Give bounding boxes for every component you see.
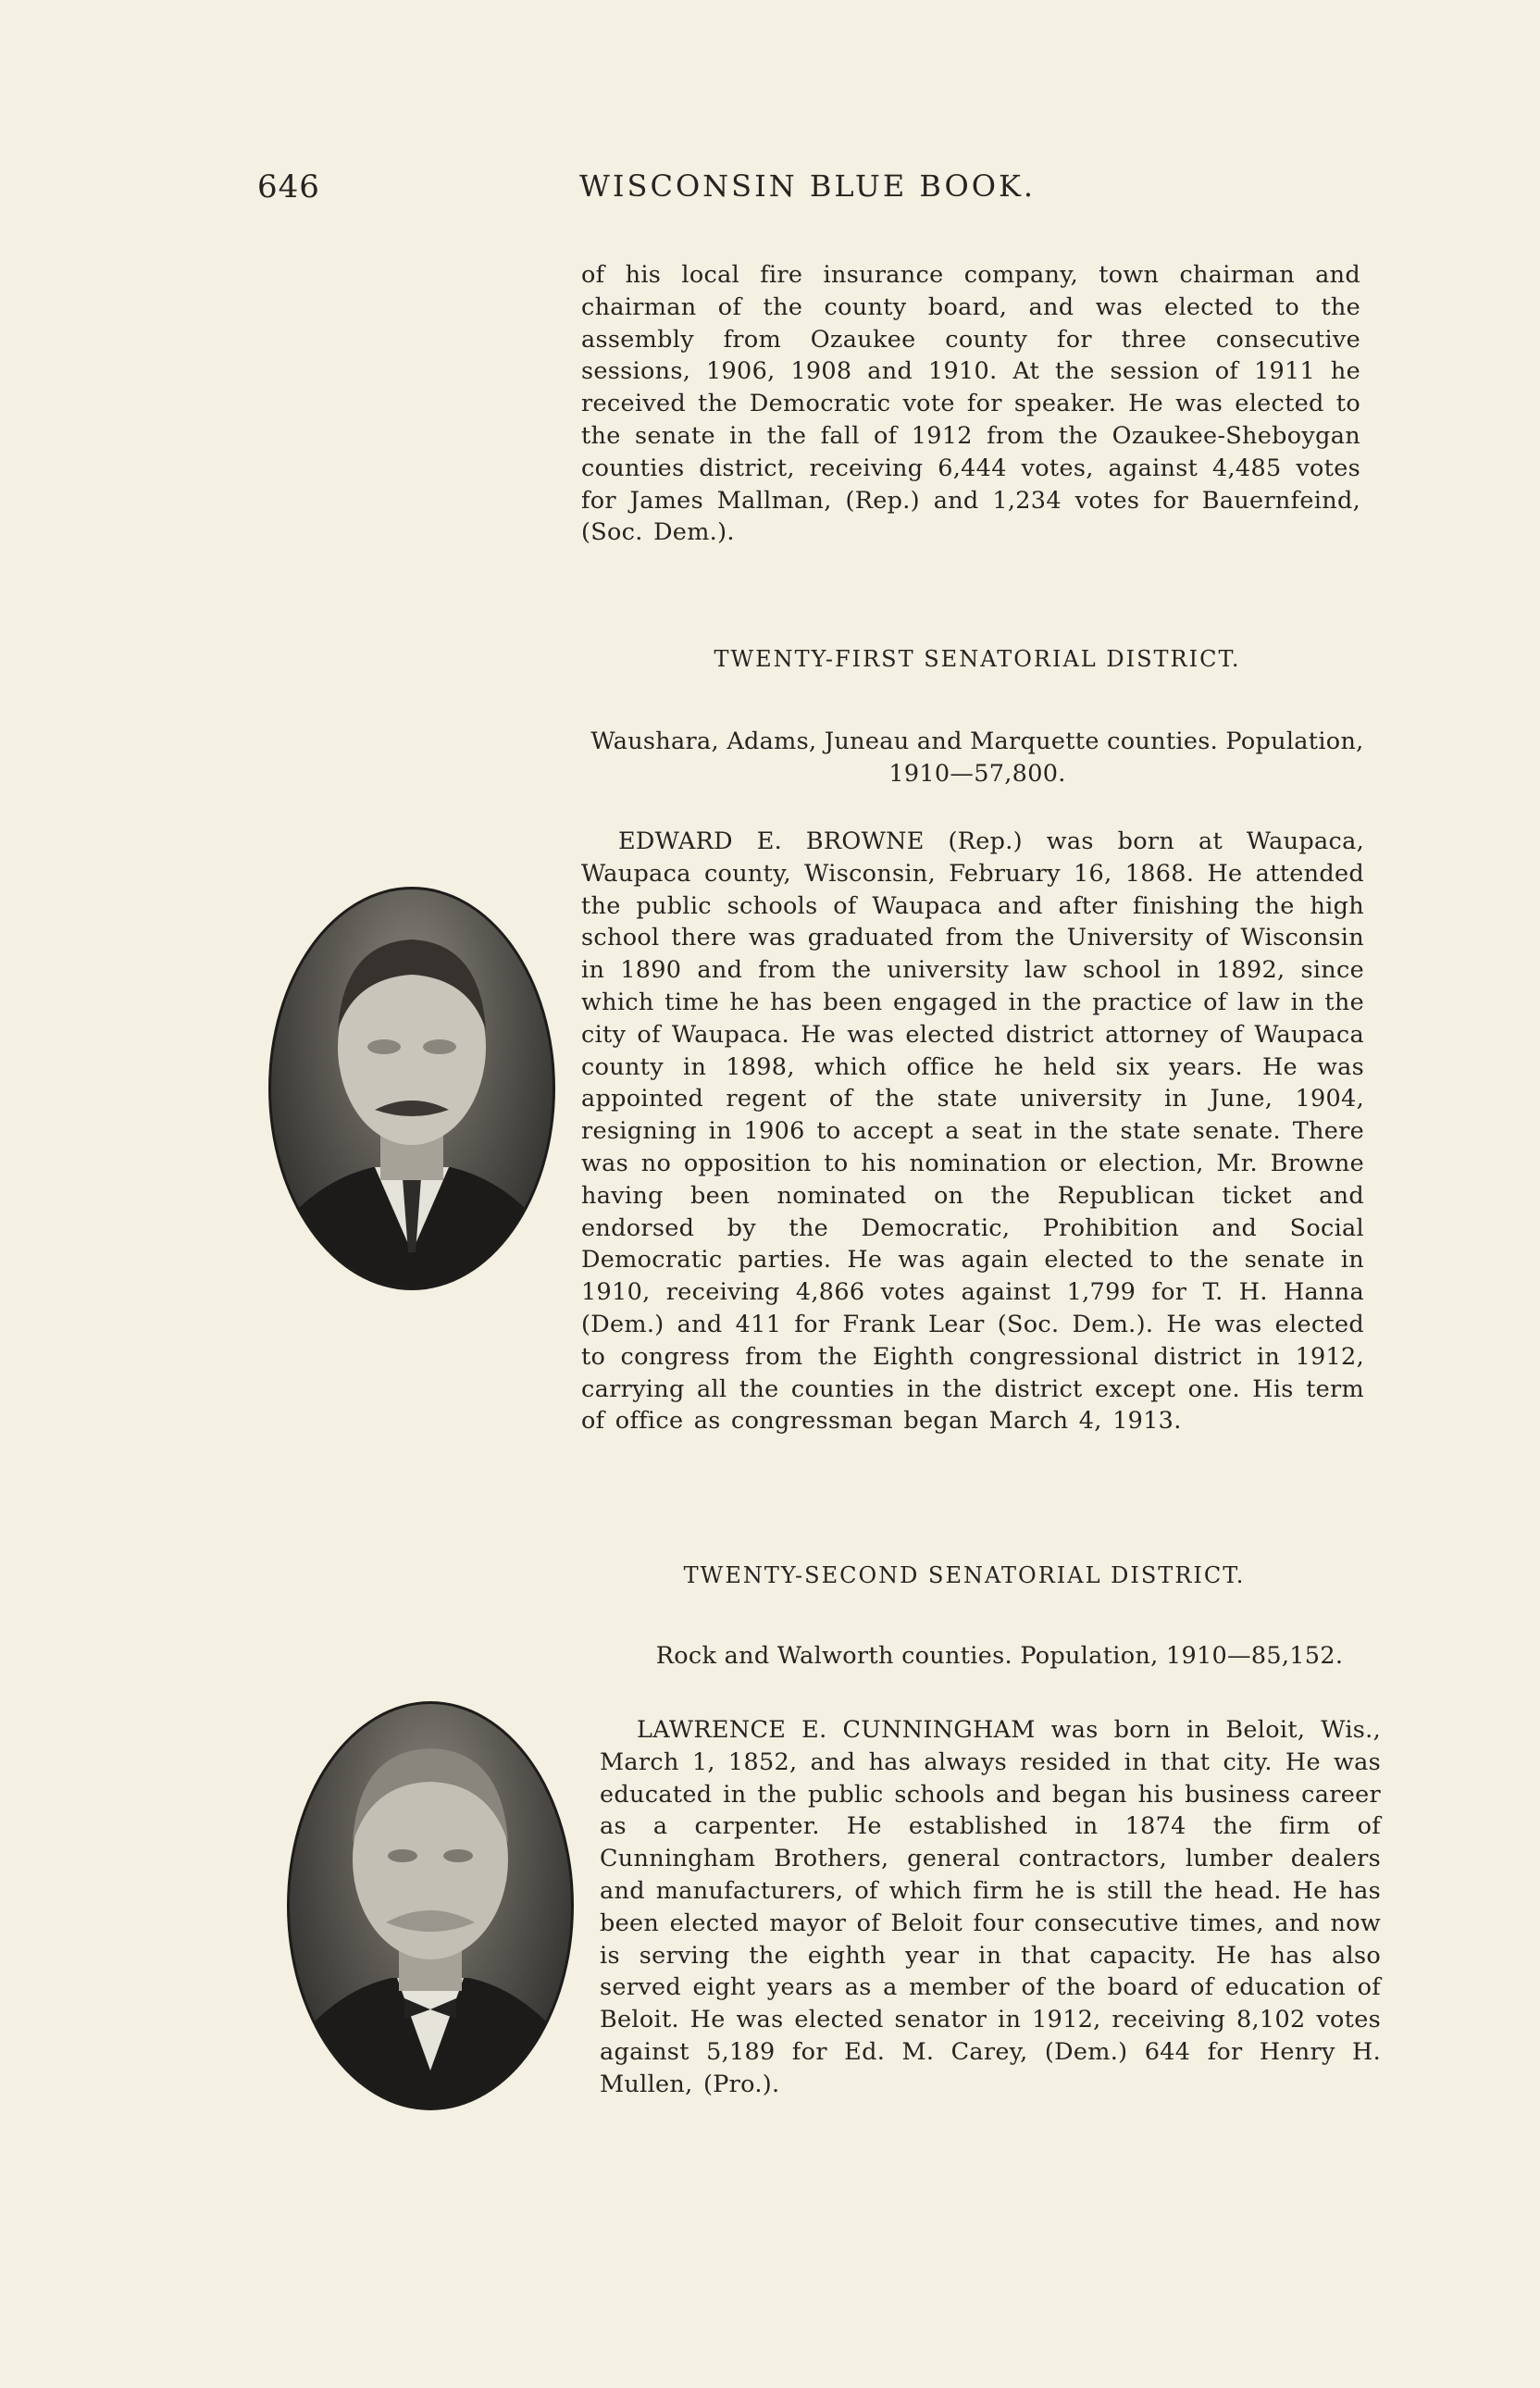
- portrait-figure-icon: [290, 1704, 571, 2108]
- portrait-edward-browne: [268, 887, 555, 1290]
- page-number: 646: [257, 168, 320, 205]
- continuation-paragraph: of his local fire insurance company, town chairman and chairman of the county board, and was elected to the assembly from Ozaukee county for three consecutive sessions, 1906, 1908 and 1910. At the session of 1911 he received the Democratic vote for speaker. He was elected to the senate in the fall of 1912 from the Ozaukee-Sheboygan counties district, receiving 6,444 votes, against 4,485 votes for James Mallman, (Rep.) and 1,234 votes for Bauernfeind, (Soc. Dem.).: [581, 261, 1360, 547]
- district-22-heading: TWENTY-SECOND SENATORIAL DISTRICT.: [683, 1562, 1246, 1588]
- portrait-lawrence-cunningham: [287, 1701, 574, 2110]
- district-21-heading: TWENTY-FIRST SENATORIAL DISTRICT.: [714, 646, 1241, 672]
- district-21-counties: Waushara, Adams, Juneau and Marquette counties. Population, 1910—57,800.: [590, 728, 1364, 788]
- bio-lawrence-cunningham: LAWRENCE E. CUNNINGHAM was born in Beloit, Wis., March 1, 1852, and has always resided in that city. He was educated in the public schools and began his business career as a carpenter. He established in 1874 the firm of Cunningham Brothers, general contractors, lumber dealers and manufacturers, of which firm he is still the head. He has been elected mayor of Beloit four consecutive times, and now is serving the eighth year in that capacity. He has also served eight years as a member of the board of education of Beloit. He was elected senator in 1912, receiving 8,102 votes against 5,189 for Ed. M. Carey, (Dem.) 644 for Henry H. Mullen, (Pro.).: [600, 1716, 1381, 2098]
- page-header: [0, 168, 1540, 215]
- bio-edward-browne: EDWARD E. BROWNE (Rep.) was born at Waupaca, Waupaca county, Wisconsin, February 16, 1868. He attended the public schools of Waupaca and after finishing the high school there was graduated from the University of Wisconsin in 1890 and from the university law school in 1892, since which time he has been engaged in the practice of law in the city of Waupaca. He was elected district attorney of Waupaca county in 1898, which office he held six years. He was appointed regent of the state university in June, 1904, resigning in 1906 to accept a seat in the state senate. There was no opposition to his nomination or election, Mr. Browne having been nominated on the Republican ticket and endorsed by the Democratic, Prohibition and Social Democratic parties. He was again elected to the senate in 1910, receiving 4,866 votes against 1,799 for T. H. Hanna (Dem.) and 411 for Frank Lear (Soc. Dem.). He was elected to congress from the Eighth congressional district in 1912, carrying all the counties in the district except one. His term of office as congressman began March 4, 1913.: [581, 827, 1364, 1436]
- district-22-counties: Rock and Walworth counties. Population, 1910—85,152.: [655, 1642, 1344, 1670]
- portrait-figure-icon: [271, 889, 553, 1287]
- running-title: WISCONSIN BLUE BOOK.: [579, 168, 1037, 204]
